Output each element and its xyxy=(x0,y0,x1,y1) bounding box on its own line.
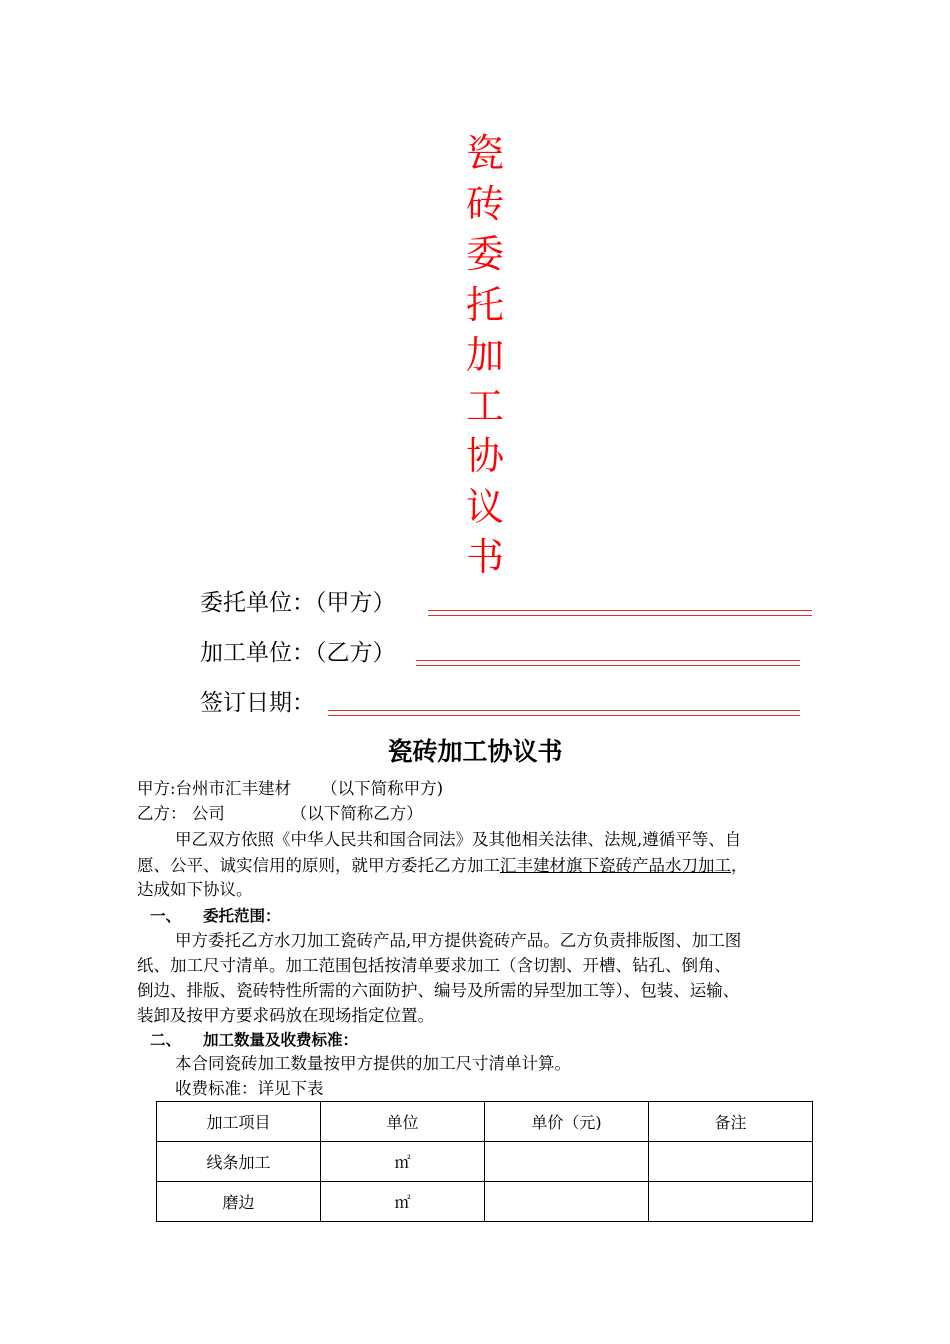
party-a-line xyxy=(137,778,443,800)
party-b-alias: （以下简称乙方） xyxy=(290,804,423,823)
intro-line-2 xyxy=(137,855,748,877)
section-2-line-1: 本合同瓷砖加工数量按甲方提供的加工尺寸清单计算。 xyxy=(175,1054,571,1073)
fee-table xyxy=(156,1101,813,1222)
section-2-line-2: 收费标准：详见下表 xyxy=(175,1079,324,1098)
cover-title xyxy=(445,128,525,583)
sign-date-label: 签订日期： xyxy=(200,690,315,716)
section-1-line-3: 倒边、排版、瓷砖特性所需的六面防护、编号及所需的异型加工等）、包装、运输、 xyxy=(137,981,740,1000)
table-header-cell: 加工项目 xyxy=(157,1102,321,1142)
cover-title-char: 砖 xyxy=(465,181,504,226)
cover-title-char: 议 xyxy=(465,484,504,529)
table-row xyxy=(157,1182,813,1222)
section-1-line-1: 甲方委托乙方水刀加工瓷砖产品,甲方提供瓷砖产品。乙方负责排版图、加工图 xyxy=(175,931,742,950)
cover-title-char: 书 xyxy=(465,535,504,579)
cover-title-char: 瓷 xyxy=(465,131,504,175)
table-header-row xyxy=(157,1102,813,1142)
intro-line-2-text: 愿、公平、诚实信用的原则，就甲方委托乙方加工 xyxy=(137,856,500,875)
table-header-cell: 备注 xyxy=(649,1102,813,1142)
intro-line-2-end: ， xyxy=(731,856,748,875)
processor-unit-label: 加工单位：（乙方） xyxy=(200,640,396,666)
client-unit-label: 委托单位：（甲方） xyxy=(200,590,396,616)
party-b: 乙方： 公司 xyxy=(137,804,225,823)
section-2-heading xyxy=(150,1029,358,1051)
cover-title-char: 协 xyxy=(465,434,504,478)
section-1-heading xyxy=(150,905,281,927)
table-row xyxy=(157,1142,813,1182)
processor-unit-blank[interactable] xyxy=(416,660,800,666)
section-1-line-2: 纸、加工尺寸清单。加工范围包括按清单要求加工（含切割、开槽、钻孔、倒角、 xyxy=(137,956,731,975)
table-cell[interactable] xyxy=(649,1142,813,1182)
section-1-line-4: 装卸及按甲方要求码放在现场指定位置。 xyxy=(137,1006,434,1025)
table-cell[interactable] xyxy=(649,1182,813,1222)
section-2-title: 加工数量及收费标准： xyxy=(203,1031,359,1049)
table-cell[interactable] xyxy=(485,1142,649,1182)
table-cell: 磨边 xyxy=(157,1182,321,1222)
party-b-line xyxy=(137,803,423,825)
intro-line-3: 达成如下协议。 xyxy=(137,880,253,899)
table-cell: 线条加工 xyxy=(157,1142,321,1182)
table-cell: ㎡ xyxy=(321,1142,485,1182)
cover-title-char: 工 xyxy=(465,383,504,428)
processing-scope-underlined: 汇丰建材旗下瓷砖产品水刀加工 xyxy=(500,856,731,875)
party-a: 甲方:台州市汇丰建材 xyxy=(137,779,292,798)
table-header-cell: 单位 xyxy=(321,1102,485,1142)
section-1-number: 一、 xyxy=(150,907,182,925)
cover-title-char: 加 xyxy=(465,333,504,377)
sign-date-blank[interactable] xyxy=(328,710,800,716)
party-a-alias: （以下简称甲方) xyxy=(321,779,443,798)
table-cell: ㎡ xyxy=(321,1182,485,1222)
section-2-number: 二、 xyxy=(150,1031,182,1049)
table-cell[interactable] xyxy=(485,1182,649,1222)
table-header-cell: 单价（元) xyxy=(485,1102,649,1142)
document-title: 瓷砖加工协议书 xyxy=(387,737,563,766)
section-1-title: 委托范围： xyxy=(203,907,281,925)
cover-title-char: 托 xyxy=(465,282,504,327)
client-unit-blank[interactable] xyxy=(428,610,812,616)
intro-line-1: 甲乙双方依照《中华人民共和国合同法》及其他相关法律、法规,遵循平等、自 xyxy=(175,830,742,849)
cover-title-char: 委 xyxy=(465,232,504,276)
